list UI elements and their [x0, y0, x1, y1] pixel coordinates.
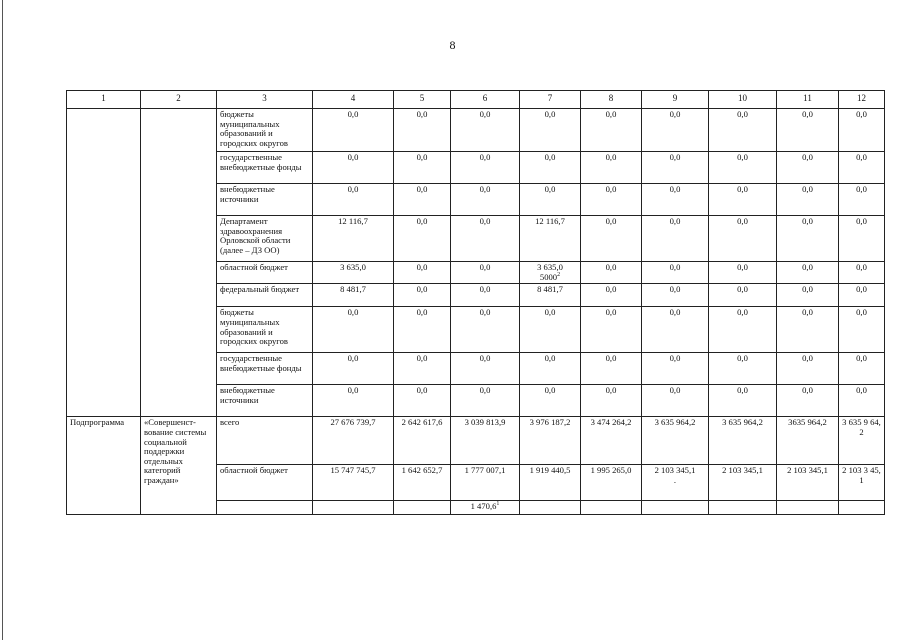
value-cell: 0,0: [394, 216, 451, 262]
value-cell: 0,0: [520, 184, 581, 216]
value-cell: 0,0: [581, 262, 642, 284]
value-cell: 0,0: [451, 152, 520, 184]
value-cell: 0,0: [839, 152, 885, 184]
value-cell: 0,0: [642, 385, 709, 417]
value-cell: 3 635,0: [313, 262, 394, 284]
value-cell: 3 635 9 64,2: [839, 417, 885, 465]
footnote-value-cell: [451, 501, 520, 515]
column-header: 9: [642, 91, 709, 109]
value-cell: 0,0: [394, 284, 451, 307]
value-cell: 0,0: [451, 262, 520, 284]
value-cell: 2 103 345,1: [777, 465, 839, 501]
value-cell: 0,0: [394, 262, 451, 284]
value-cell: 0,0: [451, 109, 520, 152]
column-header: 1: [67, 91, 141, 109]
value-cell: 12 116,7: [313, 216, 394, 262]
empty-cell: [581, 501, 642, 515]
value-cell: 0,0: [777, 109, 839, 152]
column-header: 8: [581, 91, 642, 109]
value-cell: 3 976 187,2: [520, 417, 581, 465]
value-cell: 0,0: [313, 353, 394, 385]
left-margin-line: [2, 0, 3, 640]
value-cell: 0,0: [709, 284, 777, 307]
value-cell: 2 103 345,1 .: [642, 465, 709, 501]
value-cell: 1 642 652,7: [394, 465, 451, 501]
value-cell: 0,0: [777, 184, 839, 216]
value-cell: 0,0: [642, 307, 709, 353]
row-label: всего: [217, 417, 313, 465]
value-cell: 0,0: [313, 184, 394, 216]
value-cell: 1 777 007,1: [451, 465, 520, 501]
value-cell: 0,0: [394, 152, 451, 184]
row-label: областной бюджет: [217, 262, 313, 284]
value-cell: 0,0: [642, 109, 709, 152]
value-cell: 0,0: [451, 385, 520, 417]
empty-cell: [642, 501, 709, 515]
empty-cell: [67, 109, 141, 417]
row-label: внебюджетные источники: [217, 385, 313, 417]
value-cell: 0,0: [709, 385, 777, 417]
row-label: государственные внебюджетные фонды: [217, 353, 313, 385]
value-cell: 0,0: [709, 184, 777, 216]
value-cell: 0,0: [839, 307, 885, 353]
value-cell: 0,0: [451, 284, 520, 307]
value-cell: 0,0: [451, 353, 520, 385]
value-cell: 2 103 345,1: [709, 465, 777, 501]
value-cell: 0,0: [520, 307, 581, 353]
value-cell: 27 676 739,7: [313, 417, 394, 465]
column-header: 7: [520, 91, 581, 109]
value-cell: 2 103 3 45,1: [839, 465, 885, 501]
subprogram-title: «Совершенст-вование системы социальной поддержки отдельных категорий граждан»: [141, 417, 217, 515]
value-cell: 0,0: [839, 109, 885, 152]
row-label: внебюджетные источники: [217, 184, 313, 216]
value-cell: 0,0: [581, 216, 642, 262]
stray-mark: .: [673, 474, 677, 485]
value-cell: 15 747 745,7: [313, 465, 394, 501]
value-cell: 0,0: [642, 184, 709, 216]
value-cell: 0,0: [520, 385, 581, 417]
value-cell: 0,0: [709, 353, 777, 385]
column-header: 10: [709, 91, 777, 109]
value-cell: 0,0: [777, 385, 839, 417]
value-cell: 0,0: [520, 353, 581, 385]
value-cell: 0,0: [709, 307, 777, 353]
row-label: бюджеты муниципальных образований и городских округов: [217, 307, 313, 353]
value-cell: 1 995 265,0: [581, 465, 642, 501]
column-header: 4: [313, 91, 394, 109]
value-cell: 0,0: [709, 216, 777, 262]
row-label: Департамент здравоохранения Орловской области (далее – ДЗ ОО): [217, 216, 313, 262]
empty-cell: [777, 501, 839, 515]
value-cell: 0,0: [313, 385, 394, 417]
row-label: государственные внебюджетные фонды: [217, 152, 313, 184]
empty-cell: [520, 501, 581, 515]
value-cell: 0,0: [642, 353, 709, 385]
value-cell: 0,0: [451, 307, 520, 353]
value-cell: 0,0: [394, 109, 451, 152]
value-cell: 0,0: [642, 262, 709, 284]
column-header: 2: [141, 91, 217, 109]
value-cell: 0,0: [839, 216, 885, 262]
value-cell: 0,0: [709, 109, 777, 152]
value-cell: 1 919 440,5: [520, 465, 581, 501]
value-cell: 0,0: [839, 353, 885, 385]
value-cell: 0,0: [313, 307, 394, 353]
value-cell: 3635 964,2: [777, 417, 839, 465]
column-header: 5: [394, 91, 451, 109]
empty-cell: [839, 501, 885, 515]
empty-cell: [709, 501, 777, 515]
empty-cell: [141, 109, 217, 417]
value-cell: 0,0: [709, 262, 777, 284]
value-cell: 0,0: [777, 152, 839, 184]
value-cell: 0,0: [777, 284, 839, 307]
page-number: 8: [449, 38, 456, 52]
row-label: областной бюджет: [217, 465, 313, 501]
value-cell: 0,0: [581, 152, 642, 184]
value-cell: 0,0: [777, 262, 839, 284]
row-label: бюджеты муниципальных образований и городских округов: [217, 109, 313, 152]
column-header: 11: [777, 91, 839, 109]
value-cell: 0,0: [394, 385, 451, 417]
value-cell: 0,0: [581, 385, 642, 417]
value-cell: 0,0: [777, 353, 839, 385]
value-cell: 0,0: [394, 307, 451, 353]
value-cell: 0,0: [394, 353, 451, 385]
value-cell: 0,0: [642, 152, 709, 184]
value-cell: 12 116,7: [520, 216, 581, 262]
column-header: 12: [839, 91, 885, 109]
value-cell: 0,0: [313, 109, 394, 152]
table-row: [67, 109, 885, 152]
row-label: федеральный бюджет: [217, 284, 313, 307]
value-cell: 3 635 964,2: [709, 417, 777, 465]
footnote-amount: 1 470,6: [470, 501, 497, 512]
value-cell: 0,0: [520, 109, 581, 152]
value-cell: 0,0: [642, 216, 709, 262]
value-cell: 0,0: [451, 216, 520, 262]
value-cell: 0,0: [581, 284, 642, 307]
value-cell: 0,0: [394, 184, 451, 216]
value-cell: 0,0: [642, 284, 709, 307]
subprogram-label: Подпрограмма: [67, 417, 141, 515]
value-cell: 0,0: [839, 184, 885, 216]
budget-table: [66, 90, 885, 515]
value-cell: 3 635 964,2: [642, 417, 709, 465]
value-cell: 3 039 813,9: [451, 417, 520, 465]
column-header: 3: [217, 91, 313, 109]
value-cell: 0,0: [451, 184, 520, 216]
footnote-marker: 1: [496, 501, 500, 508]
value-cell: 0,0: [581, 184, 642, 216]
value-cell: 0,0: [839, 284, 885, 307]
value-cell: 0,0: [777, 216, 839, 262]
value-cell: 0,0: [313, 152, 394, 184]
column-header: 6: [451, 91, 520, 109]
value-cell: 3 635,0 5000$^2$: [520, 262, 581, 284]
value-cell: 0,0: [581, 109, 642, 152]
value-cell: 2 642 617,6: [394, 417, 451, 465]
value-cell: 0,0: [777, 307, 839, 353]
footnote-marker: 2: [557, 271, 561, 278]
value-cell: 0,0: [581, 353, 642, 385]
empty-cell: [394, 501, 451, 515]
empty-cell: [217, 501, 313, 515]
value-cell: 0,0: [839, 262, 885, 284]
empty-cell: [313, 501, 394, 515]
value-cell: 0,0: [839, 385, 885, 417]
footnote-amount: 5000: [539, 271, 558, 282]
table-row: [67, 417, 885, 465]
value-cell: 0,0: [709, 152, 777, 184]
value-cell: 8 481,7: [520, 284, 581, 307]
value-cell: 0,0: [520, 152, 581, 184]
value-cell: 8 481,7: [313, 284, 394, 307]
table-header-row: [67, 91, 885, 109]
value-cell: 0,0: [581, 307, 642, 353]
value-cell: 3 474 264,2: [581, 417, 642, 465]
